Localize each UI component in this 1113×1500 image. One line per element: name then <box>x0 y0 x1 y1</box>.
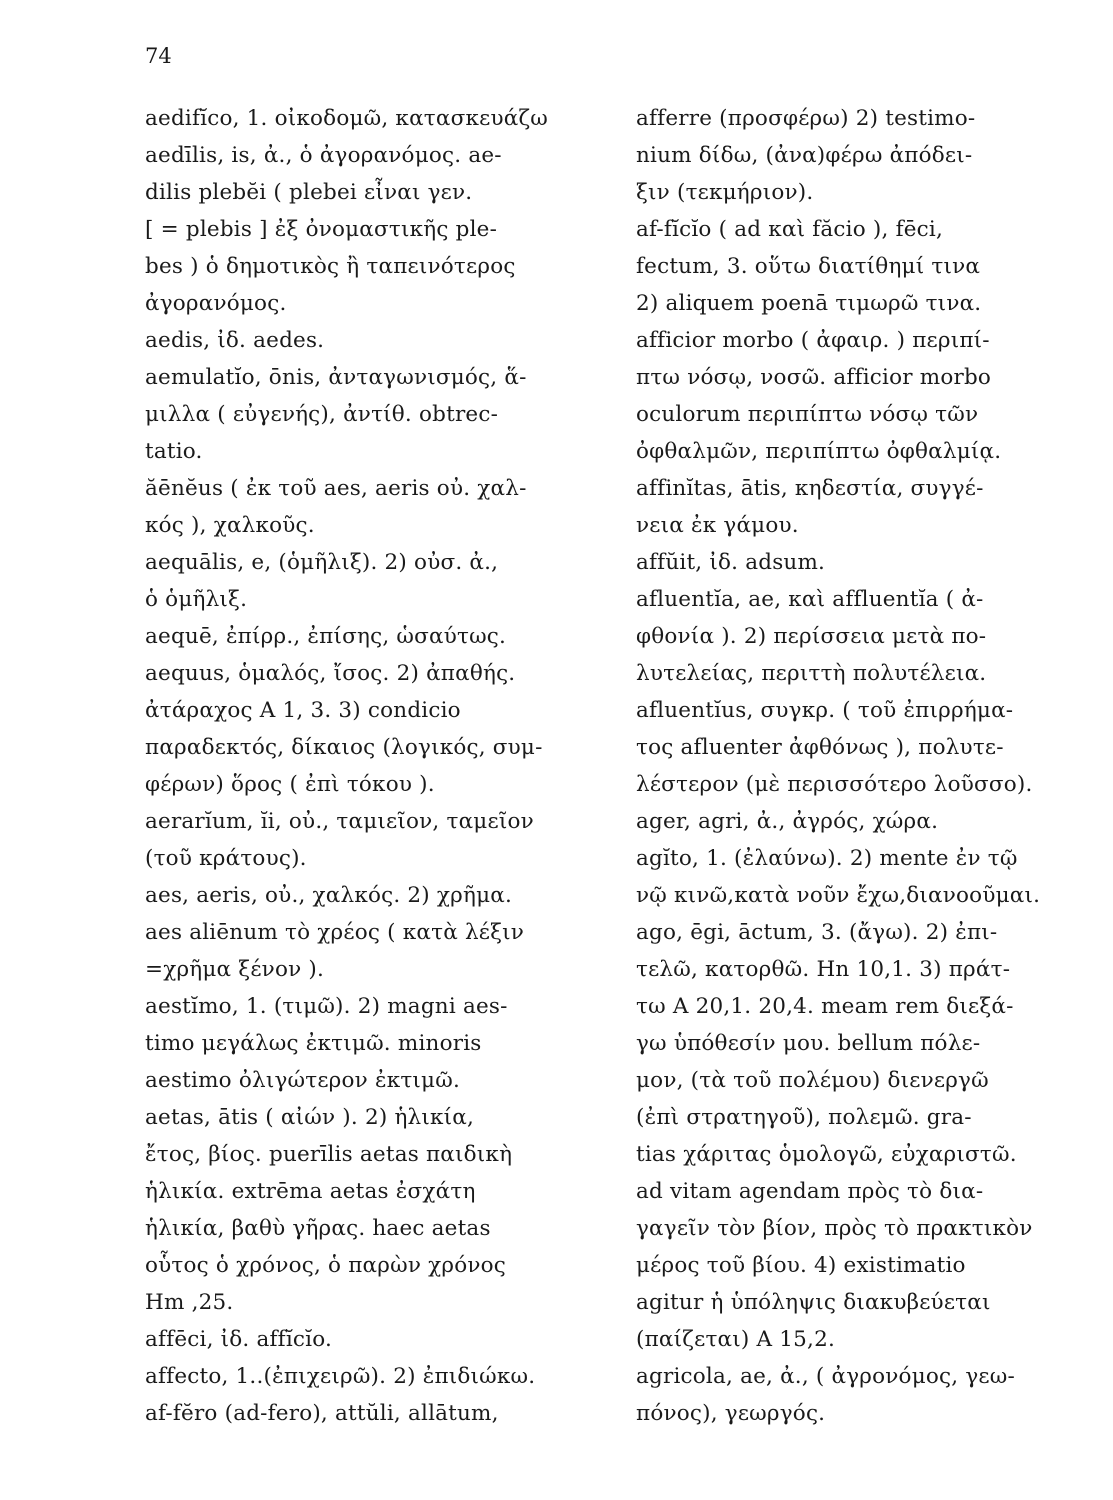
entry-line: af-fĭcĭo ( ad καὶ făcio ), fēci, <box>636 217 944 242</box>
entry-line: aedifĭco, 1. οἰκοδομῶ, κατασκευάζω <box>145 106 549 131</box>
entry-line: πόνος), γεωργός. <box>636 1401 826 1426</box>
left-column <box>145 100 590 1432</box>
entry-line: af-fĕro (ad-fero), attŭli, allātum, <box>145 1401 499 1426</box>
entry-line: aes aliēnum τὸ χρέος ( κατὰ λέξιν <box>145 920 525 945</box>
entry-line: bes ) ὁ δημοτικὸς ἢ ταπεινότερος <box>145 254 516 279</box>
entry-line: aestimo ὀλιγώτερον ἐκτιμῶ. <box>145 1068 460 1093</box>
entry-line: (παίζεται) A 15,2. <box>636 1327 835 1352</box>
page-number: 74 <box>145 44 172 68</box>
entry-line: affecto, 1..(ἐπιχειρῶ). 2) ἐπιδιώκω. <box>145 1364 536 1389</box>
entry-line: afluentĭus, συγκρ. ( τοῦ ἐπιρρήμα- <box>636 698 1014 723</box>
entry-line: ăēnĕus ( ἐκ τοῦ aes, aeris οὐ. χαλ- <box>145 476 527 501</box>
entry-line: ad vitam agendam πρὸς τὸ δια- <box>636 1179 984 1204</box>
entry-line: ὀφθαλμῶν, περιπίπτω ὀφθαλμίᾳ. <box>636 439 1002 464</box>
entry-line: μον, (τὰ τοῦ πολέμου) διενεργῶ <box>636 1068 989 1093</box>
entry-line: aequus, ὁμαλός, ἴσος. 2) ἀπαθής. <box>145 661 516 686</box>
entry-line: tias χάριτας ὁμολογῶ, εὐχαριστῶ. <box>636 1142 1017 1167</box>
entry-line: ἡλικία, βαθὺ γῆρας. haec aetas <box>145 1216 491 1241</box>
entry-line: γαγεῖν τὸν βίον, πρὸς τὸ πρακτικὸν <box>636 1216 1033 1241</box>
entry-line: aequālis, e, (ὁμῆλιξ). 2) οὐσ. ἀ., <box>145 550 499 575</box>
entry-line: μέρος τοῦ βίου. 4) existimatio <box>636 1253 966 1278</box>
entry-line: τω A 20,1. 20,4. meam rem διεξά- <box>636 994 1014 1019</box>
entry-line: τος afluenter ἀφθόνως ), πολυτε- <box>636 735 1004 760</box>
entry-line: 2) aliquem poenā τιμωρῶ τινα. <box>636 291 982 316</box>
entry-line: agĭto, 1. (ἐλαύνω). 2) mente ἐν τῷ <box>636 846 1018 871</box>
right-column <box>636 100 1061 1432</box>
entry-line: ἔτος, βίος. puerīlis aetas παιδικὴ <box>145 1142 513 1167</box>
entry-line: τελῶ, κατορθῶ. Hn 10,1. 3) πράτ- <box>636 957 1011 982</box>
entry-line: tatio. <box>145 439 203 464</box>
entry-line: ξιν (τεκμήριον). <box>636 180 814 205</box>
entry-line: [ = plebis ] ἐξ ὀνομαστικῆς ple- <box>145 217 498 242</box>
entry-line: ago, ēgi, āctum, 3. (ἄγω). 2) ἐπι- <box>636 920 998 945</box>
entry-line: fectum, 3. οὕτω διατίθημί τινα <box>636 254 981 279</box>
entry-line: (τοῦ κράτους). <box>145 846 307 871</box>
entry-line: ἀγορανόμος. <box>145 291 287 316</box>
entry-line: ἡλικία. extrēma aetas ἐσχάτη <box>145 1179 476 1204</box>
entry-line: =χρῆμα ξένον ). <box>145 957 325 982</box>
entry-line: aes, aeris, οὐ., χαλκός. 2) χρῆμα. <box>145 883 512 908</box>
entry-line: oculorum περιπίπτω νόσῳ τῶν <box>636 402 979 427</box>
entry-line: agricola, ae, ἀ., ( ἀγρονόμος, γεω- <box>636 1364 1015 1389</box>
entry-line: λέστερον (μὲ περισσότερο λοῦσσο). <box>636 772 1033 797</box>
entry-line: κός ), χαλκοῦς. <box>145 513 315 538</box>
entry-line: ἀτάραχος A 1, 3. 3) condicio <box>145 698 461 723</box>
entry-line: οὗτος ὁ χρόνος, ὁ παρὼν χρόνος <box>145 1253 507 1278</box>
entry-line: Hm ,25. <box>145 1290 234 1315</box>
entry-line: φέρων) ὅρος ( ἐπὶ τόκου ). <box>145 772 435 797</box>
entry-line: dilis plebĕi ( plebei εἶναι γεν. <box>145 180 473 205</box>
entry-line: aedīlis, is, ἀ., ὁ ἀγορανόμος. ae- <box>145 143 502 168</box>
entry-line: νεια ἐκ γάμου. <box>636 513 799 538</box>
entry-line: agitur ἡ ὑπόληψις διακυβεύεται <box>636 1290 991 1315</box>
entry-line: afficior morbo ( ἀφαιρ. ) περιπί- <box>636 328 990 353</box>
entry-line: nium δίδω, (ἀνα)φέρω ἀπόδει- <box>636 143 973 168</box>
entry-line: λυτελείας, περιττὴ πολυτέλεια. <box>636 661 987 686</box>
entry-line: timo μεγάλως ἐκτιμῶ. minoris <box>145 1031 482 1056</box>
entry-line: γω ὑπόθεσίν μου. bellum πόλε- <box>636 1031 981 1056</box>
entry-line: νῷ κινῶ,κατὰ νοῦν ἔχω,διανοοῦμαι. <box>636 883 1041 908</box>
entry-line: aerarĭum, ĭi, οὐ., ταμιεῖον, ταμεῖον <box>145 809 534 834</box>
entry-line: πτω νόσῳ, νοσῶ. afficior morbo <box>636 365 992 390</box>
entry-line: ager, agri, ἀ., ἀγρός, χώρα. <box>636 809 939 834</box>
entry-line: (ἐπὶ στρατηγοῦ), πολεμῶ. gra- <box>636 1105 972 1130</box>
entry-line: μιλλα ( εὐγενής), ἀντίθ. obtrec- <box>145 402 499 427</box>
entry-line: affŭit, ἰδ. adsum. <box>636 550 826 575</box>
entry-line: aemulatĭo, ōnis, ἀνταγωνισμός, ἅ- <box>145 365 527 390</box>
entry-line: aequē, ἐπίρρ., ἐπίσης, ὡσαύτως. <box>145 624 507 649</box>
entry-line: παραδεκτός, δίκαιος (λογικός, συμ- <box>145 735 543 760</box>
entry-line: aestĭmo, 1. (τιμῶ). 2) magni aes- <box>145 994 508 1019</box>
entry-line: ὁ ὁμῆλιξ. <box>145 587 248 612</box>
entry-line: φθονία ). 2) περίσσεια μετὰ πο- <box>636 624 987 649</box>
entry-line: affēci, ἰδ. affĭcĭo. <box>145 1327 333 1352</box>
entry-line: affinĭtas, ātis, κηδεστία, συγγέ- <box>636 476 984 501</box>
entry-line: aetas, ātis ( αἰών ). 2) ἡλικία, <box>145 1105 475 1130</box>
entry-line: aedis, ἰδ. aedes. <box>145 328 325 353</box>
entry-line: afluentĭa, ae, καὶ affluentĭa ( ἀ- <box>636 587 984 612</box>
entry-line: afferre (προσφέρω) 2) testimo- <box>636 106 976 131</box>
